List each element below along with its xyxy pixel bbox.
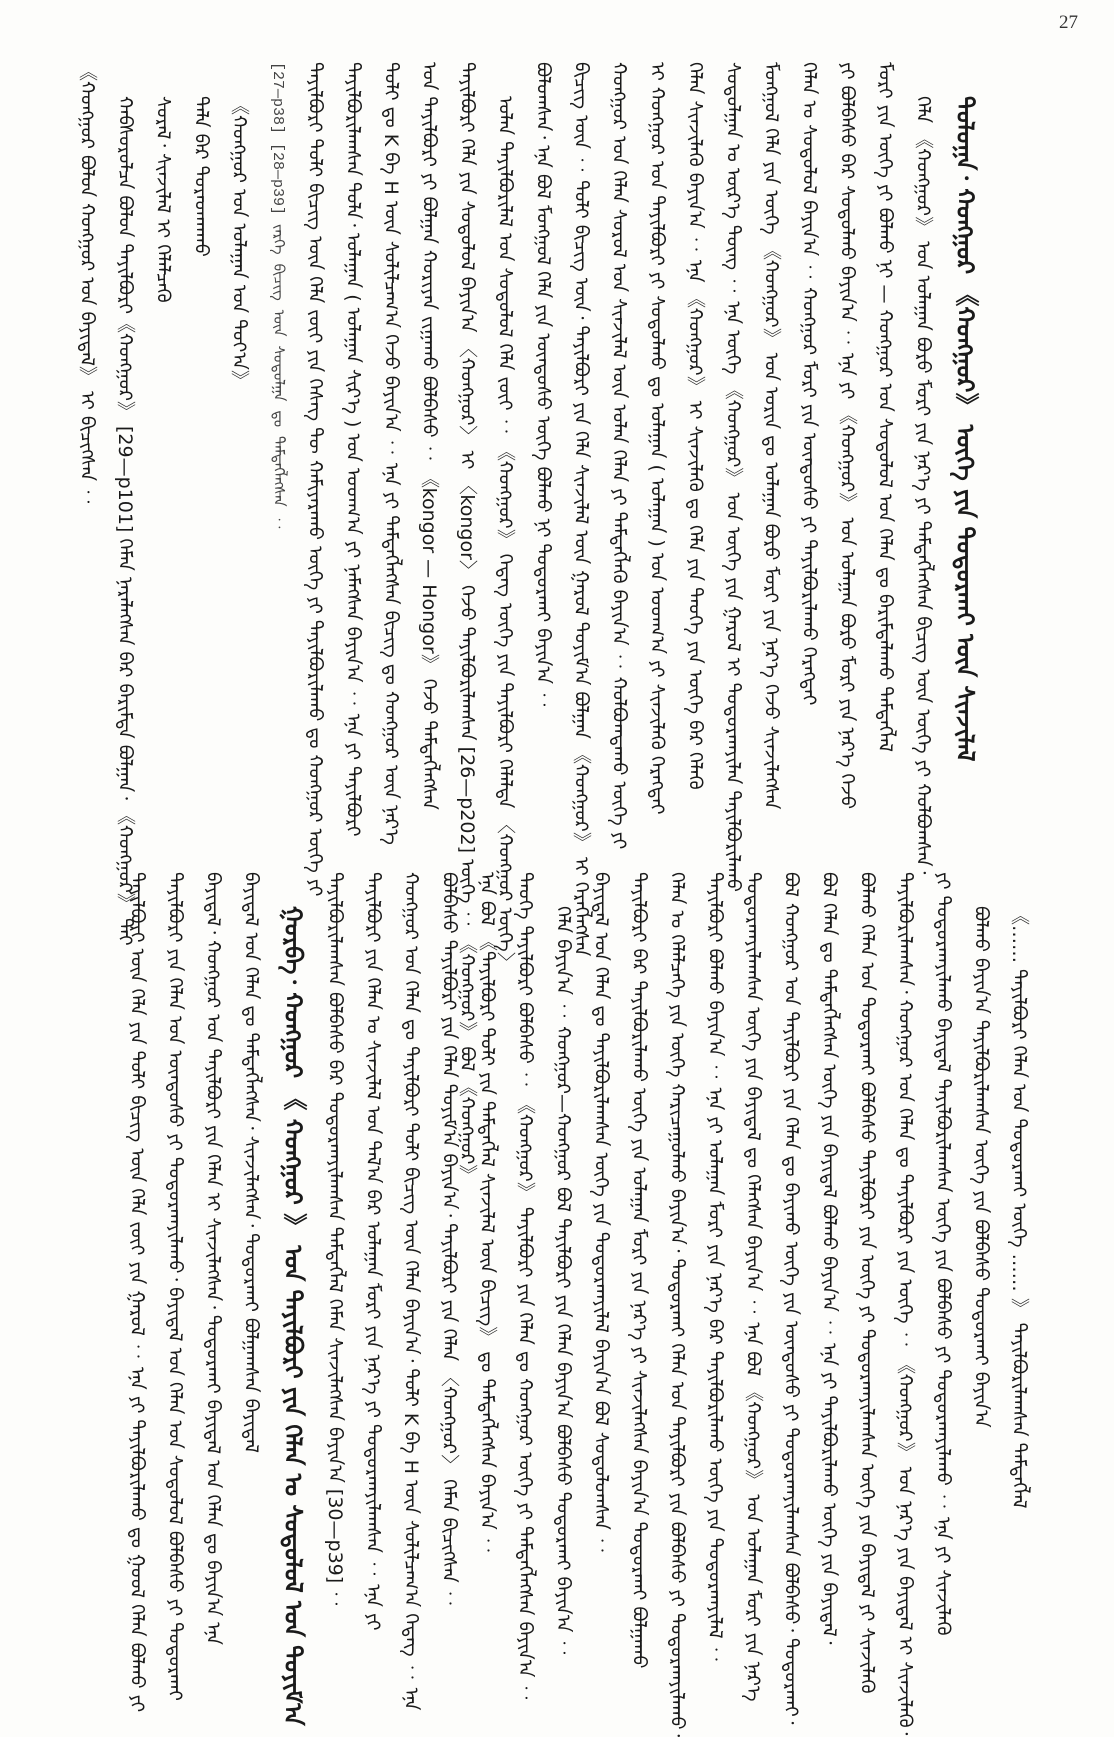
left-text-column: ᠤᠨ ᠲᠠᠶᠢᠯᠪᠤᠷᠢ ᠶᠢ ᠪᠣᠯᠭᠠᠨ ᠬᠤᠷᠢᠶᠠᠨ ᠵᠢᠭᠠᠬᠤ ᠪᠣᠯᠪᠠᠰᠤ ︰ 《kongor — Hongor》 ᠭᠡᠵᠦ ᠲᠡᠮᠳᠡᠭᠯᠡᠭᠰᠡᠨ (418, 62, 440, 810)
left-text-column: ᠬᠡᠯᠡᠨ ᠰᠢᠨᠵᠢᠯᠡᠬᠦ ᠪᠠᠶᠢᠨ᠎ᠠ ︰ ᠡᠨᠡ 《ᠬᠣᠩᠭᠣᠷ》 ᠢ ᠰᠢᠨᠵᠢᠯᠡᠬᠦ ᠳᠤ ᠬᠡᠯᠡ ᠶᠢᠨ ᠲᠡᠦᠬᠡ ᠶᠢᠨ ᠦᠭᠡ ᠪᠡᠷ ᠬᠡᠯᠡᠬᠦ (684, 62, 706, 790)
left-text-column: ᠰᠤᠳᠤᠯᠭᠠᠨ ᠤ ᠦᠷ᠎ᠡ ᠳᠦᠩ ︰ ᠡᠨᠡ ᠦᠭᠡ 《ᠬᠣᠩᠭᠣᠷ》 ᠤᠨ ᠦᠭᠡ ᠶᠢᠨ ᠭᠠᠷᠤᠯ ᠢ ᠲᠣᠳᠣᠷᠬᠠᠶᠢᠯᠠᠨ ᠲᠠᠶᠢᠯᠪᠤᠷᠢᠯᠠᠬᠤ (722, 62, 744, 892)
right-text-column: ᠶᠢ ᠲᠣᠳᠣᠷᠬᠠᠶᠢᠯᠠᠬᠤ ᠪᠠᠶᠢᠳᠠᠯ ᠲᠠᠶᠢᠯᠪᠤᠷᠢᠯᠠᠭᠰᠠᠨ ᠦᠭᠡ ᠶᠢᠨ ᠪᠣᠯᠪᠠᠰᠤ ᠶᠢ ᠲᠣᠳᠣᠷᠬᠠᠶᠢᠯᠠᠬᠤ ︰ ᠡᠨᠡ ᠶᠢ ᠰᠢᠨᠵᠢᠯᠡᠬᠦ (932, 872, 954, 1636)
right-text-column: ᠲᠠᠶᠢᠯᠪᠤᠷᠢ ᠪᠣᠯᠬᠤ ᠪᠠᠶᠢᠨ᠎ᠠ ︰ ᠡᠨᠡ ᠶᠢ ᠤᠯᠠᠭᠠᠨ ᠮᠣᠷᠢ ᠶᠢᠨ ᠨᠡᠷ᠎ᠡ ᠪᠠᠷ ᠲᠠᠶᠢᠯᠪᠤᠷᠢᠯᠠᠬᠤ ᠦᠭᠡ ᠶᠢᠨ ᠲᠣᠳᠣᠷᠬᠠᠶᠢᠯᠠᠯ ︰ (704, 872, 726, 1664)
left-text-column: ᠰᠤᠷᠠᠯ᠂ ᠰᠢᠨᠵᠢᠯᠡᠯ ᠢ ᠬᠡᠯᠡᠯᠴᠡᠬᠦ (152, 96, 174, 303)
right-text-column: ᠬᠣᠩᠭᠣᠷ ᠤᠨ ᠬᠡᠯᠡᠨ ᠳᠤ ᠲᠠᠶᠢᠯᠪᠤᠷᠢ ᠲᠣᠯᠢ ᠪᠢᠴᠢᠭ ᠦᠨ ᠬᠡᠯᠡᠨ ᠪᠠᠶᠢᠨ᠎ᠠ᠂ ᠲᠣᠯᠢ K ᠪᠠ H ᠦᠨ ᠰᠣᠯᠢᠯᠴᠠᠭ᠎ᠠ ᠭᠡᠳᠡᠭ ︰ ᠡᠨᠡ (400, 872, 422, 1711)
right-text-column: ᠪᠣᠯ ᠬᠣᠩᠭᠣᠷ ᠤᠨ ᠲᠠᠶᠢᠯᠪᠤᠷᠢ ᠶᠢᠨ ᠬᠡᠯᠡᠨ ᠳᠤ ᠪᠠᠶᠢᠬᠤ ᠦᠭᠡ ᠶᠢᠨ ᠦᠨᠳᠦᠰᠦ ᠶᠢ ᠲᠣᠳᠣᠷᠬᠠᠶᠢᠯᠠᠭᠰᠠᠨ ᠪᠣᠯᠪᠠᠰᠤ᠂ ᠲᠣᠳᠣᠷᠬᠠᠶ᠂ (780, 872, 802, 1725)
left-text-column: 《ᠬᠣᠩᠭᠣᠷ ᠪᠣᠯᠤᠨ ᠬᠣᠩᠭᠣᠷ ᠤᠨ ᠪᠠᠶᠢᠳᠠᠯ》 ᠢ ᠪᠢᠴᠢᠭᠰᠡᠨ ︰ (76, 62, 98, 507)
left-text-column: ᠲᠠᠯᠠ ᠪᠠᠷ ᠳᠤᠷᠠᠳᠬᠠᠬᠤ (190, 96, 212, 257)
right-text-column: ᠪᠠᠶᠢᠳᠠᠯ᠂ ᠬᠣᠩᠭᠣᠷ ᠤᠨ ᠲᠠᠶᠢᠯᠪᠤᠷᠢ ᠶᠢᠨ ᠬᠡᠯᠡᠨ ᠢ ᠰᠢᠨᠵᠢᠯᠡᠭᠰᠡᠨ᠂ ᠲᠣᠳᠣᠷᠬᠠᠶ ᠪᠠᠶᠢᠳᠠᠯ ᠤᠨ ᠬᠡᠯᠡᠨ ᠳᠤ ᠪᠠᠶᠢᠨ᠎ᠠ ᠡᠨᠡ (202, 872, 224, 1646)
right-text-column: ᠪᠣᠯᠬᠤ ᠬᠡᠯᠡᠨ ᠤᠨ ᠲᠣᠳᠣᠷᠬᠠᠶ ᠪᠣᠯᠪᠠᠰᠤ ᠲᠠᠶᠢᠯᠪᠤᠷᠢ ᠶᠢᠨ ᠦᠭᠡ ᠶᠢ ᠲᠣᠳᠣᠷᠬᠠᠶᠢᠯᠠᠭᠰᠠᠨ ᠦᠭᠡ ᠶᠢᠨ ᠪᠠᠶᠢᠳᠠᠯ ᠶᠢ ᠰᠢᠨᠵᠢᠯᠡᠬᠦ (856, 872, 878, 1694)
right-text-column: ᠬᠡᠯᠡ ᠪᠠᠶᠢᠨ᠎ᠠ ︰ ᠬᠣᠩᠭᠣᠷ—ᠬᠣᠩᠭᠣᠷ ᠪᠣᠯ ᠲᠠᠶᠢᠯᠪᠤᠷᠢ ᠶᠢᠨ ᠬᠡᠯᠡᠨ ᠪᠠᠶᠢᠨ᠎ᠠ ᠪᠣᠯᠪᠠᠰᠤ ᠲᠣᠳᠣᠷᠬᠠᠶ ᠪᠠᠶᠢᠨ᠎ᠠ ︰ (552, 906, 574, 1658)
left-text-column: ᠮᠣᠷᠢ ᠶᠢᠨ ᠦᠭᠡ ᠶᠢ ᠪᠣᠯᠬᠤ ᠨᠢ — ᠬᠣᠩᠭᠣᠷ ᠤᠨ ᠰᠤᠳᠤᠯᠤᠯ ᠤᠨ ᠬᠡᠯᠡᠨ ᠳᠤ ᠪᠠᠷᠢᠮᠲᠠᠯᠠᠬᠤ ᠲᠡᠮᠳᠡᠭᠯᠡᠯ (874, 62, 896, 753)
right-text-column: ᠬᠡᠯᠡᠨ ᠤ ᠬᠡᠯᠡᠯᠴᠡᠭᠡ ᠶᠢᠨ ᠦᠭᠡ ᠬᠠᠷᠢᠴᠠᠭᠤᠯᠬᠤ ᠪᠠᠶᠢᠨ᠎ᠠ᠂ ᠲᠣᠳᠣᠷᠬᠠᠶ ᠬᠡᠯᠡᠨ ᠤᠨ ᠲᠠᠶᠢᠯᠪᠤᠷᠢ ᠶᠢᠨ ᠪᠣᠯᠪᠠᠰᠤ ᠶᠢ ᠲᠣᠳᠣᠷᠬᠠᠶᠢᠯᠠᠬᠤ᠂ (666, 872, 688, 1737)
left-text-column: [27—p38] [28—p39] ᠵᠡᠷᠭᠡ ᠪᠢᠴᠢᠭ ᠦᠨ ᠰᠤᠳᠤᠯᠭᠠ ᠳᠤ ᠲᠡᠮᠳᠡᠭᠯᠡᠭᠰᠡᠨ ︰ (269, 62, 286, 531)
left-text-column: ᠲᠠᠶᠢᠯᠪᠤᠷᠢ ᠬᠡᠯᠡ ᠶᠢᠨ ᠰᠤᠳᠤᠯᠤᠯ ᠪᠠᠶᠢᠨ᠎ᠠ 〈ᠬᠣᠩᠭᠣᠷ〉 ᠢ 〈kongor〉 ᠭᠡᠵᠦ ᠲᠠᠶᠢᠯᠪᠤᠷᠢᠯᠠᠭᠰᠠᠨ [26—p202] ᠦᠭᠡ ︰ 《ᠬᠣᠩᠭᠣᠷ》 ᠪᠣᠯ 《ᠬᠣᠩᠭᠣᠷ》 (456, 62, 478, 1184)
right-text-column: ᠲᠠᠶᠢᠯᠪᠤᠷᠢ ᠪᠠᠷ ᠲᠠᠶᠢᠯᠪᠤᠷᠢᠯᠠᠬᠤ ᠦᠭᠡ ᠶᠢᠨ ᠤᠯᠠᠭᠠᠨ ᠮᠣᠷᠢ ᠶᠢᠨ ᠨᠡᠷ᠎ᠡ ᠶᠢ ᠰᠢᠨᠵᠢᠯᠡᠭᠰᠡᠨ ᠪᠠᠶᠢᠨ᠎ᠠ ᠲᠣᠳᠣᠷᠬᠠᠶ ᠪᠣᠯᠭᠠᠬᠤ (628, 872, 650, 1669)
right-text-column: ᠪᠣᠯᠪᠠᠰᠤ ᠲᠠᠶᠢᠯᠪᠤᠷᠢ ᠶᠢᠨ ᠬᠡᠯᠡᠨ ᠲᠣᠶᠢᠮ᠎ᠠ ᠪᠠᠶᠢᠨ᠎ᠠ᠂ ᠲᠠᠶᠢᠯᠪᠤᠷᠢ ᠶᠢᠨ ᠬᠡᠯᠡᠨ 〈ᠬᠣᠩᠭᠣᠷ〉 ᠬᠡᠮᠡᠨ ᠪᠢᠴᠢᠭᠰᠡᠨ ︰ (438, 872, 460, 1608)
left-text-column: ᠪᠣᠯᠤᠭᠰᠠᠨ᠂ ᠡᠨᠡ ᠪᠣᠯ ᠮᠣᠩᠭᠣᠯ ᠬᠡᠯᠡ ᠶᠢᠨ ᠦᠨᠳᠦᠰᠦ ᠦᠭᠡ ᠪᠣᠯᠬᠤ ᠨᠢ ᠲᠣᠳᠣᠷᠬᠠᠶ ᠪᠠᠶᠢᠨ᠎ᠠ ︰ (532, 62, 554, 710)
right-heading: ᠭᠤᠷᠪᠠ᠂ ᠬᠣᠩᠭᠣᠷ 《 ᠬᠣᠩᠭᠣᠷ 》 ᠤᠨ ᠲᠠᠶᠢᠯᠪᠤᠷᠢ ᠶᠢᠨ ᠬᠡᠯᠡᠨ ᠤ ᠰᠤᠳᠤᠯᠤᠯ ᠤᠨ ᠲᠣᠶᠢᠮ᠎ᠠ (279, 906, 307, 1726)
left-text-column: ᠪᠢᠴᠢᠭ ᠦᠨ ︰ ᠲᠣᠯᠢ ᠪᠢᠴᠢᠭ ᠦᠨ᠂ ᠲᠠᠶᠢᠯᠪᠤᠷᠢ ᠶᠢᠨ ᠬᠡᠯᠡ ᠰᠢᠨᠵᠢᠯᠡᠯ ᠦᠨ ᠭᠠᠷᠤᠯ ᠲᠣᠶᠢᠮ᠎ᠠ ᠪᠣᠯᠭᠠᠨ 《ᠬᠣᠩᠭᠣᠷ》 ᠢ ᠬᠡᠷᠡᠭᠯᠡᠭᠰᠡᠨ (570, 62, 592, 957)
right-text-column: ᠡᠨᠡ ᠪᠣᠯ 《ᠲᠠᠶᠢᠯᠪᠤᠷᠢ ᠲᠣᠯᠢ ᠶᠢᠨ ᠲᠡᠮᠳᠡᠭᠯᠡᠯ ᠰᠢᠨᠵᠢᠯᠡᠯ ᠦᠨ ᠪᠢᠴᠢᠭ》 ᠳᠤ ᠲᠡᠮᠳᠡᠭᠯᠡᠭᠰᠡᠨ ᠪᠠᠶᠢᠨ᠎ᠠ ︰ (476, 872, 498, 1555)
left-text-column: ᠶᠢ ᠪᠣᠯᠪᠠᠰᠤ ᠪᠡᠷ ᠰᠤᠳᠤᠯᠬᠤ ᠪᠠᠶᠢᠨ᠎ᠠ ︰ ᠡᠨᠡ ᠶᠢ 《ᠬᠣᠩᠭᠣᠷ》 ᠤᠨ ᠤᠯᠠᠭᠠᠨ ᠪᠣᠷᠣ ᠮᠣᠷᠢ ᠶᠢᠨ ᠨᠡᠷ᠎ᠡ ᠭᠡᠵᠦ (836, 62, 858, 810)
right-text-block (118, 872, 1098, 1737)
right-text-column: ᠲᠣᠳᠣᠷᠬᠠᠶᠢᠯᠠᠭᠰᠠᠨ ᠦᠭᠡ ᠶᠢᠨ ᠪᠠᠶᠢᠳᠠᠯ ᠳᠤ ᠬᠡᠯᠡᠭᠰᠡᠨ ᠪᠠᠶᠢᠨ᠎ᠠ ︰ ᠡᠨᠡ ᠪᠣᠯ 《ᠬᠣᠩᠭᠣᠷ》 ᠤᠨ ᠤᠯᠠᠭᠠᠨ ᠮᠣᠷᠢ ᠶᠢᠨ ᠨᠡᠷ᠎ᠡ (742, 872, 764, 1702)
right-text-column: ᠲᠡᠦᠬᠡ ᠲᠠᠶᠢᠯᠪᠤᠷᠢ ᠪᠣᠯᠪᠠᠰᠤ ︰ 《ᠬᠣᠩᠭᠣᠷ》 ᠲᠠᠶᠢᠯᠪᠤᠷᠢ ᠶᠢᠨ ᠬᠡᠯᠡᠨ ᠳᠤ ᠬᠣᠩᠭᠣᠷ ᠦᠭᠡ ᠶᠢ ᠲᠡᠮᠳᠡᠭᠯᠡᠭᠰᠡᠨ ᠪᠠᠶᠢᠨ᠎ᠠ ︰ (514, 872, 536, 1703)
left-text-column: ᠲᠠᠶᠢᠯᠪᠤᠷᠢᠯᠠᠭᠰᠠᠨ ᠲᠤᠯᠠ᠂ ᠤᠯᠠᠭᠠᠨ ( ᠤᠯᠠᠭᠠᠨ ᠰᠢᠷ᠎ᠡ ) ᠤᠨ ᠤᠳᠬ᠎ᠠ ᠶᠢ ᠨᠡᠮᠡᠭᠰᠡᠨ ᠪᠠᠶᠢᠨ᠎ᠠ ︰ ᠡᠨᠡ ᠶᠢ ᠲᠠᠶᠢᠯᠪᠤᠷᠢ (342, 62, 364, 837)
left-text-column: ᠬᠡᠯᠡᠨ ᠤ ᠰᠤᠳᠤᠯᠤᠯ ᠪᠠᠶᠢᠨ᠎ᠠ ︰ ᠬᠣᠩᠭᠣᠷ ᠮᠣᠷᠢ ᠶᠢᠨ ᠦᠨᠳᠦᠰᠦ ᠶᠢ ᠲᠠᠶᠢᠯᠪᠤᠷᠢᠯᠠᠬᠤ ᠬᠡᠷᠡᠭᠲᠡᠢ (798, 62, 820, 706)
right-text-column: ᠪᠠᠶᠢᠳᠠᠯ ᠤᠨ ᠬᠡᠯᠡᠨ ᠳᠤ ᠲᠠᠶᠢᠯᠪᠤᠷᠢᠯᠠᠭᠰᠠᠨ ᠦᠭᠡ ᠶᠢᠨ ᠲᠣᠳᠣᠷᠬᠠᠶᠢᠯᠠᠯ ᠪᠠᠶᠢᠨ᠎ᠠ ᠪᠣᠯ ᠰᠤᠳᠤᠯᠤᠭᠰᠠᠨ ︰ (590, 872, 612, 1555)
left-text-column: ᠬᠠᠪᠰᠤᠷᠤᠯᠴᠠ ᠪᠣᠯᠣᠨ ᠲᠠᠶᠢᠯᠪᠤᠷᠢ《ᠬᠣᠩᠭᠣᠷ》 [29—p101] ᠬᠡᠮᠡᠨ ᠨᠡᠷᠡᠯᠡᠭᠰᠡᠨ ᠪᠡᠷ ᠪᠠᠷᠢᠮᠲᠠ ᠪᠣᠯᠭᠠᠨ᠂ 《ᠬᠣᠩᠭᠣᠷ》 ᠲᠠᠢ (114, 96, 136, 946)
left-text-column: 《ᠬᠣᠩᠭᠣᠷ ᠤᠨ ᠤᠯᠠᠭᠠᠨ ᠤᠨ ᠲᠤᠶ᠎ᠠ》 (228, 96, 250, 389)
right-text-column: ᠲᠠᠶᠢᠯᠪᠤᠷᠢᠯᠠᠭᠰᠠᠨ᠂ ᠬᠣᠩᠭᠣᠷ ᠤᠨ ᠬᠡᠯᠡᠨ ᠳᠤ ᠲᠠᠶᠢᠯᠪᠤᠷᠢ ᠶᠢᠨ ᠦᠭᠡ ︰ 《ᠬᠣᠩᠭᠣᠷ》 ᠤᠨ ᠨᠡᠷ᠎ᠡ ᠶᠢᠨ ᠪᠠᠶᠢᠳᠠᠯ ᠢ ᠰᠢᠨᠵᠢᠯᠡᠬᠦ᠂ (894, 872, 916, 1736)
right-text-column: ᠲᠠᠶᠢᠯᠪᠤᠷᠢᠯᠠᠭᠰᠠᠨ ᠪᠣᠯᠪᠠᠰᠤ ᠪᠡᠷ ᠲᠣᠳᠣᠷᠬᠠᠶᠢᠯᠠᠭᠰᠠᠨ ᠲᠡᠮᠳᠡᠭᠯᠡᠯ ᠬᠡᠮᠡᠨ ᠰᠢᠨᠵᠢᠯᠡᠭᠰᠡᠨ ᠪᠠᠶᠢᠨ᠎ᠠ [30—p39] ︰ (324, 872, 346, 1609)
left-text-column: ᠬᠣᠩᠭᠣᠷ ᠤᠨ ᠬᠡᠯᠡᠨ ᠰᠤᠷᠤᠯ ᠤᠨ ᠰᠢᠨᠵᠢᠯᠡᠯ ᠦᠨ ᠣᠯᠠᠨ ᠬᠡᠯᠡᠨ ᠶᠢ ᠲᠡᠮᠳᠡᠭᠯᠡᠬᠦ ᠪᠠᠶᠢᠨ᠎ᠠ ︰ ᠬᠣᠯᠪᠣᠭᠳᠠᠬᠤ ᠦᠭᠡ ᠶᠢ (608, 62, 630, 850)
right-text-column: ᠪᠣᠯ ᠬᠡᠯᠡᠨ ᠳᠤ ᠲᠡᠮᠳᠡᠭᠯᠡᠭᠰᠡᠨ ᠦᠭᠡ ᠶᠢᠨ ᠪᠠᠶᠢᠳᠠᠯ ᠪᠣᠯᠬᠤ ᠪᠠᠶᠢᠨ᠎ᠠ ︰ ᠡᠨᠡ ᠶᠢ ᠲᠠᠶᠢᠯᠪᠤᠷᠢᠯᠠᠬᠤ ᠦᠭᠡ ᠶᠢᠨ ᠪᠠᠶᠢᠳᠠᠯ᠂ (818, 872, 840, 1645)
left-text-column: ᠬᠡᠯᠡ 《ᠬᠣᠩᠭᠣᠷ》 ᠤᠨ ᠤᠯᠠᠭᠠᠨ ᠪᠣᠷᠣ ᠮᠣᠷᠢ ᠶᠢᠨ ᠨᠡᠷ᠎ᠡ ᠶᠢ ᠲᠡᠮᠳᠡᠭᠯᠡᠭᠰᠡᠨ ᠪᠢᠴᠢᠭ ᠦᠨ ᠦᠭᠡ ᠶᠢ ᠬᠣᠯᠪᠣᠭᠰᠠᠨ᠂ (912, 96, 934, 875)
right-text-column: 《…… ᠲᠠᠶᠢᠯᠪᠤᠷᠢ ᠬᠡᠯᠡᠨ ᠤᠨ ᠲᠣᠳᠣᠷᠬᠠᠶ ᠦᠭᠡ …… 》 ᠲᠠᠶᠢᠯᠪᠤᠷᠢᠯᠠᠭᠰᠠᠨ ᠲᠡᠮᠳᠡᠭᠯᠡᠯ (1008, 906, 1030, 1509)
right-text-column: ᠪᠠᠶᠢᠳᠠᠯ ᠤᠨ ᠬᠡᠯᠡᠨ ᠳᠤ ᠲᠡᠮᠳᠡᠭᠯᠡᠭᠰᠡᠨ᠂ ᠰᠢᠨᠵᠢᠯᠡᠭᠰᠡᠨ᠂ ᠲᠣᠳᠣᠷᠬᠠᠶ ᠪᠣᠯᠭᠠᠭᠰᠠᠨ ᠪᠠᠶᠢᠳᠠᠯ (240, 872, 262, 1454)
left-text-column: ᠲᠣᠯᠢ ᠳᠤ K ᠪᠠ H ᠦᠨ ᠰᠣᠯᠢᠯᠴᠠᠭ᠎ᠠ ᠭᠡᠵᠦ ᠪᠠᠶᠢᠨ᠎ᠠ ︰ ᠡᠨᠡ ᠶᠢ ᠲᠡᠮᠳᠡᠭᠯᠡᠭᠰᠡᠨ ᠪᠢᠴᠢᠭ ᠳᠤ ᠬᠣᠩᠭᠣᠷ ᠦᠨ ᠨᠡᠷ᠎ᠡ (380, 62, 402, 845)
left-heading: ᠳᠣᠯᠣᠭᠠ᠂ ᠬᠣᠩᠭᠣᠷ 《ᠬᠣᠩᠭᠣᠷ》 ᠦᠭᠡ ᠶᠢᠨ ᠲᠣᠳᠣᠷᠬᠠᠶ ᠦᠨ ᠰᠢᠨᠵᠢᠯᠡᠯ (951, 96, 979, 762)
left-text-column: ᠣᠯᠠᠨ ᠲᠠᠶᠢᠯᠪᠤᠷᠢᠯᠠᠯ ᠤᠨ ᠰᠤᠳᠤᠯᠤᠯ ᠬᠡᠯᠡ ᠵᠦᠢ ︰ 《ᠬᠣᠩᠭᠣᠷ》 ᠭᠡᠳᠡᠭ ᠦᠭᠡ ᠶᠢᠨ ᠲᠠᠶᠢᠯᠪᠤᠷᠢ ᠬᠡᠯᠡᠯᠲᠡ 〈ᠬᠣᠩᠭᠣᠷ ᠦᠭᠡ〉 (494, 96, 516, 971)
right-text-column: ᠲᠠᠶᠢᠯᠪᠤᠷᠢ ᠶᠢᠨ ᠬᠡᠯᠡᠨ ᠤᠨ ᠦᠨᠳᠦᠰᠦ ᠶᠢ ᠲᠣᠳᠣᠷᠬᠠᠶᠢᠯᠠᠬᠤ᠂ ᠪᠠᠶᠢᠳᠠᠯ ᠤᠨ ᠬᠡᠯᠡᠨ ᠤᠨ ᠰᠤᠳᠤᠯᠤᠯ ᠪᠣᠯᠪᠠᠰᠤ ᠶᠢ ᠲᠣᠳᠣᠷᠬᠠᠶ (164, 872, 186, 1701)
page-number: 27 (1059, 12, 1078, 33)
left-text-column: ᠲᠠᠶᠢᠯᠪᠤᠷᠢ ᠲᠣᠯᠢ ᠪᠢᠴᠢᠭ ᠦᠨ ᠬᠡᠯᠡ ᠵᠦᠢ ᠶᠢᠨ ᠬᠡᠰᠡᠭ ᠲᠦ ᠬᠠᠮᠢᠶᠠᠷᠠᠬᠤ ᠦᠭᠡ ᠶᠢ ᠲᠠᠶᠢᠯᠪᠤᠷᠢᠯᠠᠬᠤ ᠳᠤ ᠬᠣᠩᠭᠣᠷ ᠦᠭᠡ ᠶᠢ (304, 62, 326, 897)
left-text-column: ᠮᠣᠩᠭᠣᠯ ᠬᠡᠯᠡ ᠶᠢᠨ ᠦᠭᠡ 《ᠬᠣᠩᠭᠣᠷ》 ᠤᠨ ᠣᠷᠢᠨ ᠳᠤ ᠤᠯᠠᠭᠠᠨ ᠪᠣᠷᠣ ᠮᠣᠷᠢ ᠶᠢᠨ ᠨᠡᠷ᠎ᠡ ᠭᠡᠵᠦ ᠰᠢᠨᠵᠢᠯᠡᠭᠰᠡᠨ (760, 62, 782, 810)
left-text-column: ᠢ ᠬᠣᠩᠭᠣᠷ ᠤᠨ ᠲᠠᠶᠢᠯᠪᠤᠷᠢ ᠶᠢ ᠰᠤᠳᠤᠯᠬᠤ ᠳᠤ ᠤᠯᠠᠭᠠᠨ ( ᠤᠯᠠᠭᠠᠨ ) ᠤᠨ ᠤᠳᠬ᠎ᠠ ᠶᠢ ᠰᠢᠨᠵᠢᠯᠡᠬᠦ ᠬᠡᠷᠡᠭᠲᠡᠢ (646, 62, 668, 815)
right-text-column: ᠲᠠᠶᠢᠯᠪᠤᠷᠢ ᠶᠢᠨ ᠬᠡᠯᠡᠨ ᠤ ᠰᠢᠨᠵᠢᠯᠡᠯ ᠤᠨ ᠲᠠᠯ᠎ᠠ ᠪᠠᠷ ᠤᠯᠠᠭᠠᠨ ᠮᠣᠷᠢ ᠶᠢᠨ ᠨᠡᠷ᠎ᠡ ᠶᠢ ᠲᠣᠳᠣᠷᠬᠠᠶᠢᠯᠠᠭᠰᠠᠨ ︰ ᠡᠨᠡ ᠶᠢ (362, 872, 384, 1631)
right-text-column: ᠪᠣᠯᠬᠤ ᠪᠠᠶᠢᠨ᠎ᠠ ᠲᠠᠶᠢᠯᠪᠤᠷᠢᠯᠠᠭᠰᠠᠨ ᠦᠭᠡ ᠶᠢᠨ ᠪᠣᠯᠪᠠᠰᠤ ᠲᠣᠳᠣᠷᠬᠠᠶ ᠪᠠᠶᠢᠨ᠎ᠠ (970, 906, 992, 1428)
right-text-column: ᠲᠠᠶᠢᠯᠪᠤᠷᠢ ᠦᠨ ᠬᠡᠯᠡ ᠶᠢᠨ ᠲᠣᠯᠢ ᠪᠢᠴᠢᠭ ᠦᠨ ᠬᠡᠯᠡ ᠵᠦᠢ ᠶᠢᠨ ᠭᠠᠷᠤᠯ ︰ ᠡᠨᠡ ᠶᠢ ᠲᠠᠶᠢᠯᠪᠤᠷᠢᠯᠠᠬᠤ ᠳᠤ ᠭᠣᠣᠯ ᠬᠡᠯᠡᠨ ᠪᠣᠯᠬᠤ ᠶᠢ (126, 872, 148, 1713)
